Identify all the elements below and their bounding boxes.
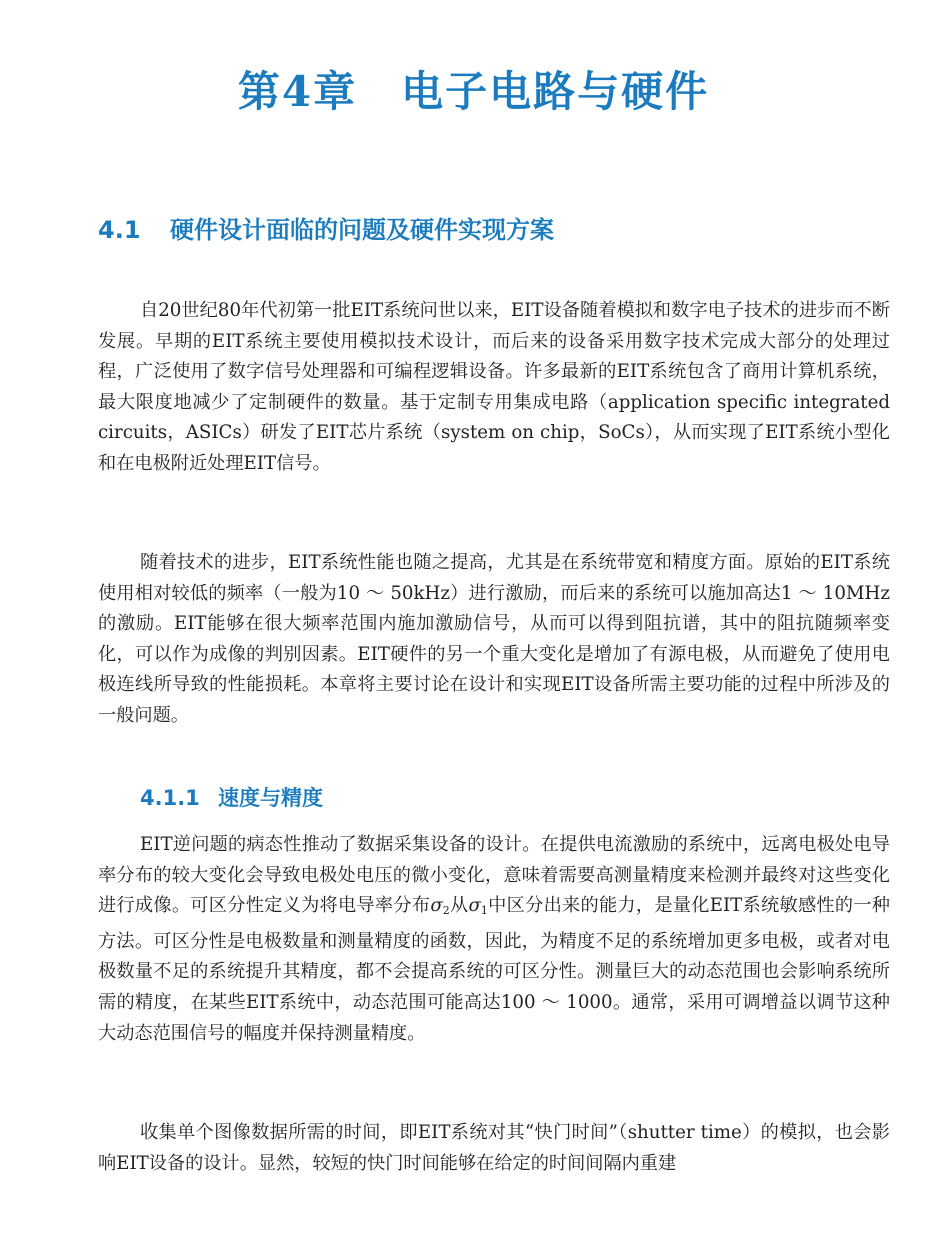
paragraph-intro: 自20世纪80年代初第一批EIT系统问世以来，EIT设备随着模拟和数字电子技术的进步而不断发展。早期的EIT系统主要使用模拟技术设计，而后来的设备采用数字技术完成大部分的处理过程，广泛使用了数字信号处理器和可编程逻辑设备。许多最新的EIT系统包含了商用计算机系统，最大限度地减少了定制硬件的数量。基于定制专用集成电路（application specific integrated circuits，ASICs）研发了EIT芯片系统（system on chip，SoCs），从而实现了EIT系统小型化和在电极附近处理EIT信号。	[98, 300, 890, 474]
chapter-number: 第4章	[237, 67, 358, 116]
paragraph-shutter-time: 收集单个图像数据所需的时间，即EIT系统对其“快门时间”（shutter time）的模拟，也会影响EIT设备的设计。显然，较短的快门时间能够在给定的时间间隔内重建	[98, 1122, 890, 1174]
subsection-heading	[140, 780, 323, 816]
section-heading	[98, 210, 554, 250]
chapter-title	[0, 62, 947, 122]
sigma-subscript: 1	[480, 904, 488, 918]
sigma-symbol: σ	[430, 895, 443, 917]
chapter-name: 电子电路与硬件	[401, 67, 710, 116]
sigma-subscript: 2	[442, 904, 450, 918]
section-name: 硬件设计面临的问题及硬件实现方案	[170, 216, 554, 244]
paragraph-speed-accuracy-part-c: 中区分出来的能力，是量化EIT系统敏感性的一种方法。可区分性是电极数量和测量精度的函数，因此，为精度不足的系统增加更多电极，或者对电极数量不足的系统提升其精度，都不会提高系统的可区分性。测量巨大的动态范围也会影响系统所需的精度，在某些EIT系统中，动态范围可能高达100 ～ 1000。通常，采用可调增益以调节这种大动态范围信号的幅度并保持测量精度。	[98, 895, 890, 1044]
paragraph-speed-accuracy-part-a: EIT逆问题的病态性推动了数据采集设备的设计。在提供电流激励的系统中，远离电极处电导率分布的较大变化会导致电极处电压的微小变化，意味着需要高测量精度来检测并最终对这些变化进行成像。可区分性定义为将电导率分布	[98, 834, 890, 917]
sigma-symbol: σ	[468, 895, 481, 917]
section-number: 4.1	[98, 216, 141, 244]
subsection-name: 速度与精度	[218, 786, 323, 810]
paragraph-speed-accuracy	[98, 830, 890, 1049]
subsection-number: 4.1.1	[140, 786, 200, 810]
paragraph-tech-progress: 随着技术的进步，EIT系统性能也随之提高，尤其是在系统带宽和精度方面。原始的EIT系统使用相对较低的频率（一般为10 ～ 50kHz）进行激励，而后来的系统可以施加高达1 ～ 10MHz的激励。EIT能够在很大频率范围内施加激励信号，从而可以得到阻抗谱，其中的阻抗随频率变化，可以作为成像的判别因素。EIT硬件的另一个重大变化是增加了有源电极，从而避免了使用电极连线所导致的性能损耗。本章将主要讨论在设计和实现EIT设备所需主要功能的过程中所涉及的一般问题。	[98, 552, 890, 726]
paragraph-speed-accuracy-part-b: 从	[449, 895, 469, 917]
